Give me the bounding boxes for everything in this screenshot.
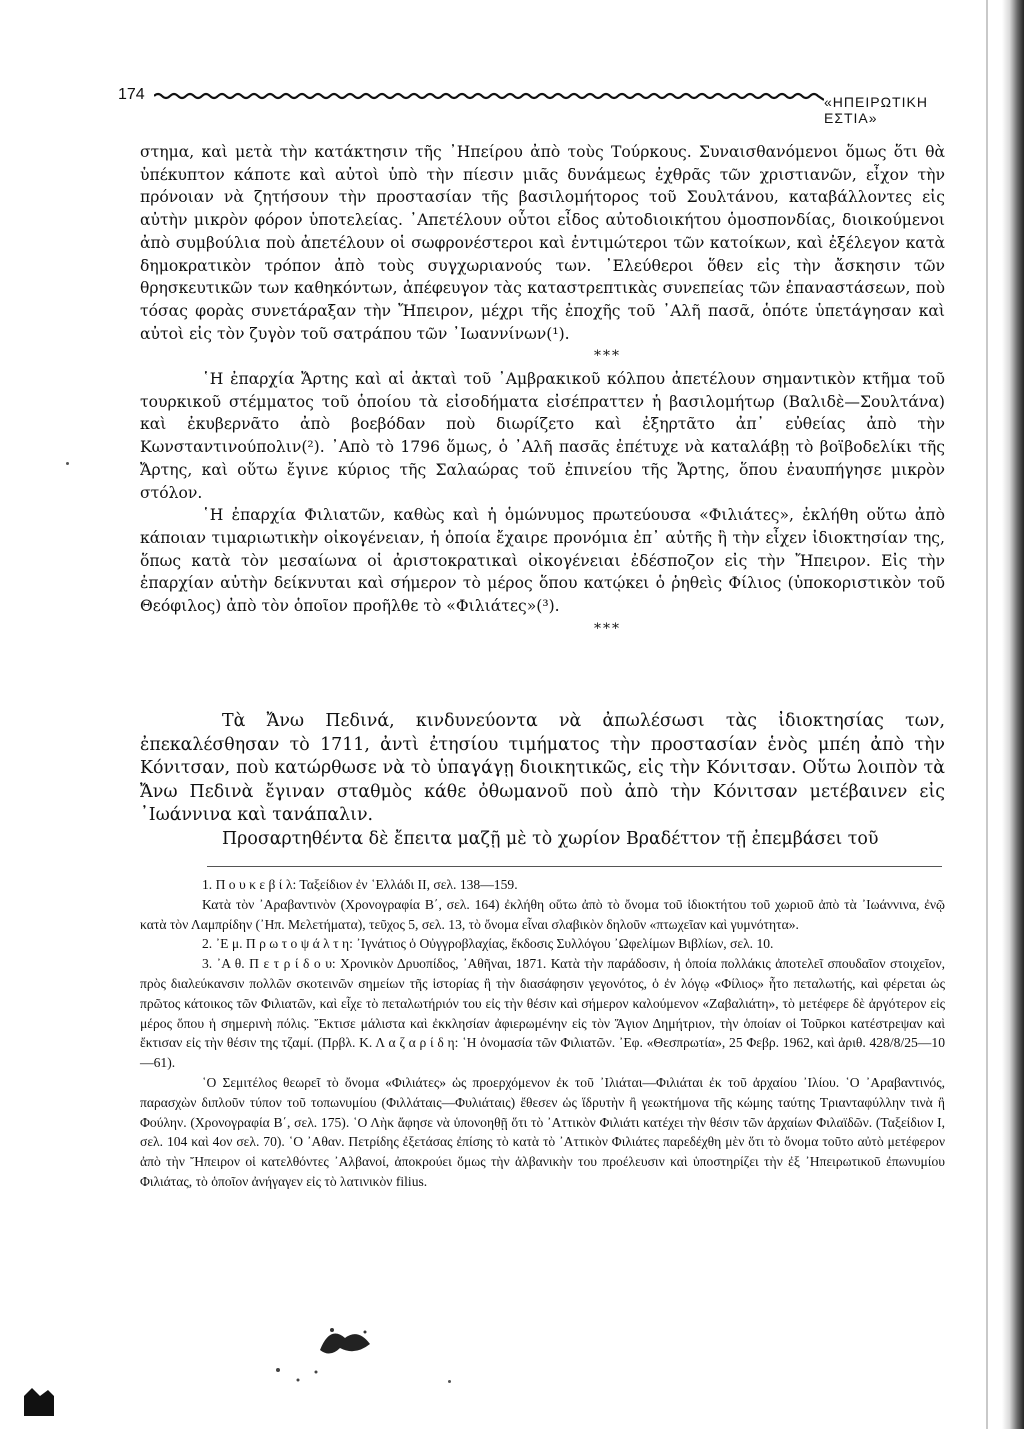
paragraph: ῾Η ἐπαρχία Ἄρτης καὶ αἱ ἀκταὶ τοῦ ᾿Αμβρακικοῦ κόλπου ἀπετέλουν σημαντικὸν κτῆμα τοῦ τουρκικοῦ στέμματος τοῦ ὁποίου τὰ εἰσοδήματα εἰσέπραττεν ἡ βασιλομήτωρ (Βαλιδὲ—Σουλτάνα) καὶ ἐκυβερνᾶτο ἀπὸ βοεβόδαν ποὺ διωρίζετο καὶ ἐξηρτᾶτο ἀπ᾿ εὐθείας ἀπὸ τὴν Κωνσταντινούπολιν(²). ᾿Απὸ τὸ 1796 ὅμως, ὁ ᾿Αλῆ πασᾶς ἐπέτυχε νὰ καταλάβῃ τὸ βοϊβοδελίκι τῆς Ἄρτης, καὶ οὕτω ἔγινε κύριος τῆς Σαλαώρας τοῦ ἐπινείου τῆς Ἄρτης, ὅπου ἐναυπήγησε μικρὸν στόλον. [140,370,945,502]
footnote: 3. ᾿Α θ. Π ε τ ρ ί δ ο υ: Χρονικὸν Δρυοπίδος, ᾿Αθῆναι, 1871. Κατὰ τὴν παράδοσιν, ἡ ὁποία πολλάκις ἀποτελεῖ σπουδαῖον στοιχεῖον, πρὸς διαλεύκανσιν πολλῶν σκοτεινῶν σημείων τῆς ἱστορίας ἢ τὴν διασάφησιν γεγονότος, ὁ ἐν λόγῳ «Φίλιος» ἦτο πεταλωτής, καὶ φέρεται ὡς πρῶτος κάτοικος τῶν Φιλιατῶν, καὶ εἶχε τὸ πεταλωτήριόν του εἰς τὴν θέσιν καὶ σήμερον καλούμενον «Ζαβαλιάτη», τὸ μετέφερε δὲ ἀργότερον εἰς μέρος ὅπου ἡ σημερινὴ πόλις. Ἔκτισε μάλιστα καὶ ἐκκλησίαν ἀφιερωμένην εἰς τὸν Ἅγιον Δημήτριον, τὴν ὁποίαν οἱ Τοῦρκοι κατέστρεψαν καὶ ἔκτισαν εἰς τὴν θέσιν της τζαμί. (Πρβλ. Κ. Λ α ζ α ρ ί δ η: ῾Η ὀνομασία τῶν Φιλιατῶν. ᾿Εφ. «Θεσπρωτία», 25 Φεβρ. 1962, καὶ ἀριθ. 428/8/25—10—61). [140,956,945,1071]
scan-edge-shadow [1002,0,1024,1429]
scan-artifact-icon [20,1386,60,1420]
paragraph: Προσαρτηθέντα δὲ ἔπειτα μαζῇ μὲ τὸ χωρίον Βραδέττον τῇ ἐπεμβάσει τοῦ [222,828,879,849]
section-separator: *** [594,348,621,365]
paragraph: Τὰ Ἄνω Πεδινά, κινδυνεύοντα νὰ ἀπωλέσωσι τὰς ἰδιοκτησίας των, ἐπεκαλέσθησαν τὸ 1711, ἀντὶ ἐτησίου τιμήματος τὴν προστασίαν ἑνὸς μπέη ἀπὸ τὴν Κόνιτσαν, ποὺ κατώρθωσε νὰ τὸ ὑπαγάγῃ διοικητικῶς, εἰς τὴν Κόνιτσαν. Οὕτω λοιπὸν τὰ Ἄνω Πεδινὰ ἔγιναν σταθμὸς κάθε ὀθωμανοῦ ποὺ ἀπὸ τὴν Κόνιτσαν μετέβαινεν εἰς ᾿Ιωάννινα καὶ τανάπαλιν. [140,711,945,826]
footnote: ῾Ο Σεμιτέλος θεωρεῖ τὸ ὄνομα «Φιλιάτες» ὡς προερχόμενον ἐκ τοῦ ᾿Ιλιάται—Φιλιάται ἐκ τοῦ ἀρχαίου ᾿Ιλίου. ῾Ο ᾿Αραβαντινός, παρασχὼν διπλοῦν τύπον τοῦ τοπωνυμίου (Φιλλάταις—Φυλιάταις) ἔθεσεν ὡς ἵδρυτὴν ἢ γεωκτήμονα τῆς κώμης ταύτης Τριανταφύλλην τινὰ ἢ Φούλην. (Χρονογραφία Β΄, σελ. 175). ῾Ο Λὴκ ἄφησε νὰ ὑπονοηθῇ ὅτι τὸ ᾿Αττικὸν Φιλιάτι κατέχει τὴν θέσιν τῶν ἀρχαίων Φιλαϊδῶν. (Ταξείδιον Ι, σελ. 104 καὶ 4ον σελ. 70). ῾Ο ᾿Αθαν. Πετρίδης ἐξετάσας ἐπίσης τὸ κατὰ τὸ ᾿Αττικὸν Φιλιάτες παρεδέχθη μὲν ὅτι τὸ ὄνομα τοῦτο αὐτὸ μετέφερον ἀπὸ τὴν Ἤπειρον οἱ κατελθόντες ᾿Αλβανοί, ἀποκρούει ὅμως τὴν ἀλβανικὴν του προέλευσιν καὶ ὑποστηρίζει τὴν ἐξ ᾿Ηπειρωτικοῦ ἐπωνυμίου Φιλιάτας, τὸ ὁποῖον ἀνήγαγεν εἰς τὸ λατινικὸν filius. [140,1074,945,1189]
ink-smudge-icon [310,1320,380,1360]
page-header [118,78,978,126]
ink-speck-icon [268,1362,328,1390]
scan-speck [66,462,69,465]
page-number: 174 [118,86,145,103]
running-head: «ΗΠΕΙΡΩΤΙΚΗ ΕΣΤΙΑ» [824,94,928,126]
paragraph: ῾Η ἐπαρχία Φιλιατῶν, καθὼς καὶ ἡ ὁμώνυμος πρωτεύουσα «Φιλιάτες», ἐκλήθη οὕτω ἀπὸ κάποιαν τιμαριωτικὴν οἰκογένειαν, ἡ ὁποία ἔχαιρε προνόμια ἐπ᾿ αὐτῆς ἢ τὴν εἶχεν ἰδιοκτησίαν της, ὅπως κατὰ τὸν μεσαίωνα οἱ ἀριστοκρατικαὶ οἰκογένειαι ἐδέσποζον εἰς τὴν Ἤπειρον. Εἰς τὴν ἐπαρχίαν αὐτὴν δείκνυται καὶ σήμερον τὸ μέρος ὅπου κατῴκει ὁ ῥηθεὶς Φίλιος (ὑποκοριστικὸν τοῦ Θεόφιλος) ἀπὸ τὸν ὁποῖον προῆλθε τὸ «Φιλιάτες»(³). [140,506,945,616]
paragraph: στημα, καὶ μετὰ τὴν κατάκτησιν τῆς ᾿Ηπείρου ἀπὸ τοὺς Τούρκους. Συναισθανόμενοι ὅμως ὅτι θὰ ὑπέκυπτον κάποτε καὶ αὐτοὶ ὑπὸ τὴν πίεσιν μιᾶς δυνάμεως ἐχθρᾶς τῶν χριστιανῶν, εἶχον τὴν πρόνοιαν νὰ ζητήσουν τὴν προστασίαν τῆς βασιλομήτορος τοῦ Σουλτάνου, καταβάλλοντες εἰς αὐτὴν μικρὸν φόρον ὑποτελείας. ᾿Απετέλουν οὗτοι εἶδος αὐτοδιοικήτου ὁμοσπονδίας, διοικούμενοι ἀπὸ συμβούλια ποὺ ἀπετέλουν οἱ σωφρονέστεροι καὶ ἐντιμώτεροι τῶν κατοίκων, καὶ ἐξέλεγον κατὰ δημοκρατικὸν τρόπον ἀπὸ τοὺς συγχωριανούς των. ᾿Ελεύθεροι ὅθεν εἰς τὴν ἄσκησιν τῶν θρησκευτικῶν των καθηκόντων, ἀπέφευγον τὰς καταστρεπτικὰς συνεπείας τῶν ἐπαναστάσεων, ποὺ τόσας φορὰς συνετάραξαν τὴν Ἤπειρον, μέχρι τῆς ἐποχῆς τοῦ ᾿Αλῆ πασᾶ, ὁπότε ὑπετάγησαν καὶ αὐτοὶ εἰς τὸν ζυγὸν τοῦ σατράπου τῶν ᾿Ιωαννίνων(¹). [140,143,945,343]
footnotes [140,875,945,1192]
footnote: Κατὰ τὸν ᾿Αραβαντινὸν (Χρονογραφία Β΄, σελ. 164) ἐκλήθη οὕτω ἀπὸ τὸ ὄνομα τοῦ ἰδιοκτήτου τοῦ χωριοῦ ἀπὸ τὰ ᾿Ιωάννινα, ἐνῷ κατὰ τὸν Λαμπρίδην (᾿Ηπ. Μελετήματα), τεῦχος 5, σελ. 13, τὸ ὄνομα εἶναι σλαβικὸν δηλοῦν «πτωχεῖαν καὶ γυμνότητα». [140,896,945,932]
wavy-rule-ornament [154,90,824,102]
scan-edge-line [986,0,988,1429]
main-text-large [140,710,945,852]
main-text [140,141,945,640]
section-separator: *** [594,620,621,637]
scan-speck [448,1380,451,1383]
footnote: 1. Π ο υ κ ε β ί λ: Ταξείδιον ἐν ῾Ελλάδι ΙΙ, σελ. 138—159. [202,877,518,892]
footnote: 2. ᾿Ε μ. Π ρ ω τ ο ψ ά λ τ η: ᾿Ιγνάτιος ὁ Οὐγγροβλαχίας, ἔκδοσις Συλλόγου ᾿Ωφελίμων Βιβλίων, σελ. 10. [202,936,774,952]
footnote-divider [207,866,942,867]
